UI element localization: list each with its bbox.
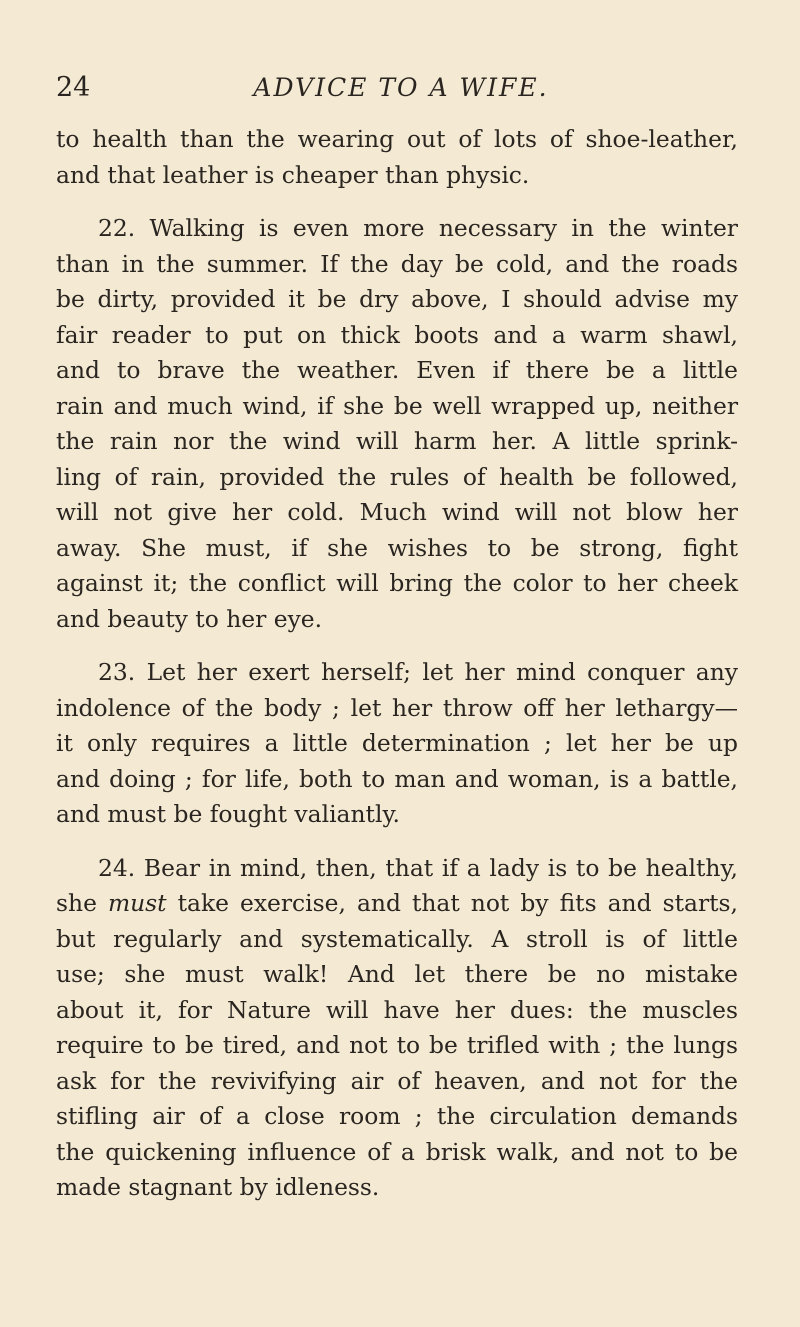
text-line: and must be fought valiantly. bbox=[56, 800, 400, 828]
text-line: against it; the conflict will bring the color to her cheek bbox=[56, 569, 738, 597]
text-line: rain and much wind, if she be well wrapped up, neither bbox=[56, 391, 738, 420]
text-line: the rain nor the wind will harm her. A little sprink- bbox=[56, 427, 738, 455]
text-line: ask for the revivifying air of heaven, and not for the bbox=[56, 1066, 738, 1095]
text-line: and beauty to her eye. bbox=[56, 604, 323, 633]
text-line: made stagnant by idleness. bbox=[56, 1173, 380, 1201]
text-line: and to brave the weather. Even if there be a little bbox=[56, 356, 738, 384]
text-fragment: take exercise, and that not by fits and starts, bbox=[166, 889, 738, 917]
text-line: will not give her cold. Much wind will not blow her bbox=[56, 498, 738, 526]
text-line: it only requires a little determination ; let her be up bbox=[56, 729, 738, 757]
body-text bbox=[56, 122, 738, 1206]
page-number: 24 bbox=[56, 72, 91, 103]
paragraph-24 bbox=[56, 851, 738, 1206]
paragraph-22 bbox=[56, 211, 738, 637]
page-header bbox=[56, 68, 736, 108]
text-line: and doing ; for life, both to man and woman, is a battle, bbox=[56, 764, 738, 793]
text-line: use; she must walk! And let there be no mistake bbox=[56, 960, 738, 988]
text-line: about it, for Nature will have her dues: the muscles bbox=[56, 995, 738, 1024]
text-line bbox=[56, 886, 738, 922]
text-line: and that leather is cheaper than physic. bbox=[56, 160, 530, 189]
text-line: be dirty, provided it be dry above, I should advise my bbox=[56, 285, 738, 313]
text-line: stifling air of a close room ; the circulation demands bbox=[56, 1102, 738, 1130]
text-line: the quickening influence of a brisk walk, and not to be bbox=[56, 1137, 738, 1166]
text-line: away. She must, if she wishes to be strong, fight bbox=[56, 533, 738, 562]
emphasis-must: must bbox=[107, 889, 167, 917]
text-line: 23. Let her exert herself; let her mind conquer any bbox=[98, 658, 738, 686]
text-line: than in the summer. If the day be cold, and the roads bbox=[56, 249, 738, 278]
text-line: require to be tired, and not to be trifled with ; the lungs bbox=[56, 1031, 738, 1059]
text-line: 24. Bear in mind, then, that if a lady is to be healthy, bbox=[98, 853, 738, 882]
running-title: ADVICE TO A WIFE. bbox=[253, 73, 549, 102]
text-line: 22. Walking is even more necessary in the winter bbox=[98, 214, 738, 242]
text-line: fair reader to put on thick boots and a warm shawl, bbox=[56, 320, 738, 349]
paragraph bbox=[56, 122, 738, 193]
text-line: indolence of the body ; let her throw off her lethargy— bbox=[56, 693, 738, 722]
paragraph-23 bbox=[56, 655, 738, 833]
text-line: ling of rain, provided the rules of health be followed, bbox=[56, 462, 738, 491]
text-fragment: she bbox=[56, 889, 108, 917]
text-line: but regularly and systematically. A stroll is of little bbox=[56, 924, 738, 953]
text-line: to health than the wearing out of lots of shoe-leather, bbox=[56, 125, 738, 153]
